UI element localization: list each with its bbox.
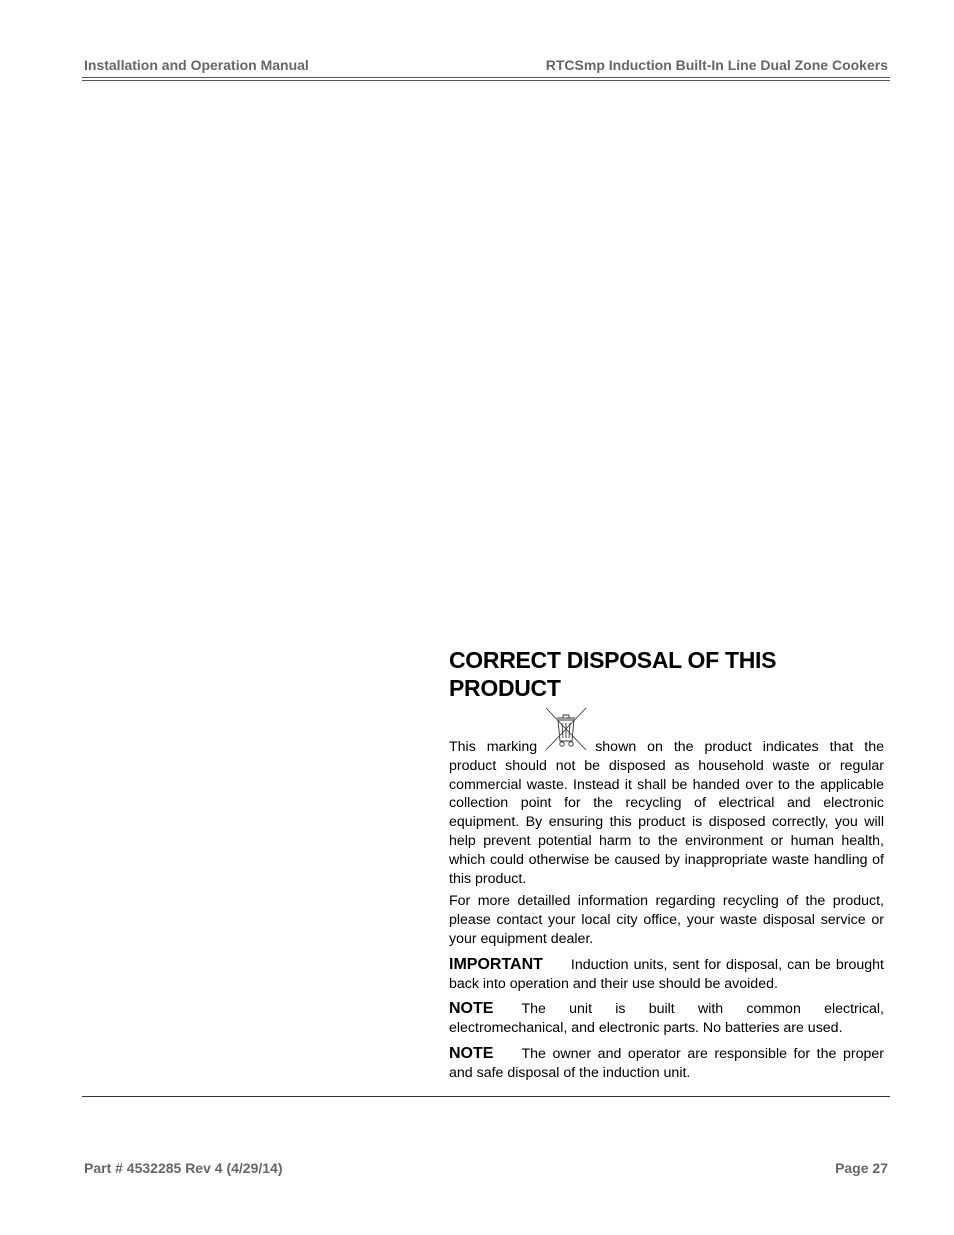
footer-divider — [82, 1096, 890, 1097]
disposal-intro-paragraph — [449, 711, 884, 888]
header-product-title: RTCSmp Induction Built-In Line Dual Zone Cookers — [545, 57, 888, 73]
crossed-out-wheelie-bin-icon — [545, 707, 587, 751]
important-text: Induction units, sent for disposal, can be brought back into operation and their use should be avoided. — [449, 956, 884, 992]
important-label: IMPORTANT — [449, 955, 543, 973]
footer-part-number: Part # 4532285 Rev 4 (4/29/14) — [84, 1160, 283, 1176]
note-owner-paragraph — [449, 1045, 884, 1083]
header-divider-second — [82, 80, 890, 81]
important-paragraph — [449, 956, 884, 994]
disposal-section — [449, 646, 884, 1083]
intro-text-start: This marking — [449, 739, 538, 755]
intro-text-rest: shown on the product indicates that the product should not be disposed as household waste or regular commercial waste. Instead it shall be handed over to the applicable collection point for the recycling of electrical and electronic equipment. By ensuring this product is disposed correctly, you will help prevent potential harm to the environment or human health, which could otherwise be caused by inappropriate waste handling of this product. — [449, 739, 884, 887]
recycling-info-paragraph: For more detailled information regarding recycling of the product, please contact your local city office, your waste disposal service or your equipment dealer. — [449, 893, 884, 947]
note-label-second: NOTE — [449, 1044, 494, 1062]
page-number: Page 27 — [835, 1160, 888, 1176]
note-owner-text: The owner and operator are responsible for the proper and safe disposal of the induction unit. — [449, 1045, 884, 1081]
header-divider — [82, 77, 890, 78]
note-parts-paragraph — [449, 1000, 884, 1038]
note-label: NOTE — [449, 1000, 494, 1018]
section-title: CORRECT DISPOSAL OF THIS PRODUCT — [449, 647, 777, 701]
note-parts-text: The unit is built with common electrical, electromechanical, and electronic parts. No batteries are used. — [449, 1001, 884, 1037]
header-manual-title: Installation and Operation Manual — [84, 57, 309, 73]
